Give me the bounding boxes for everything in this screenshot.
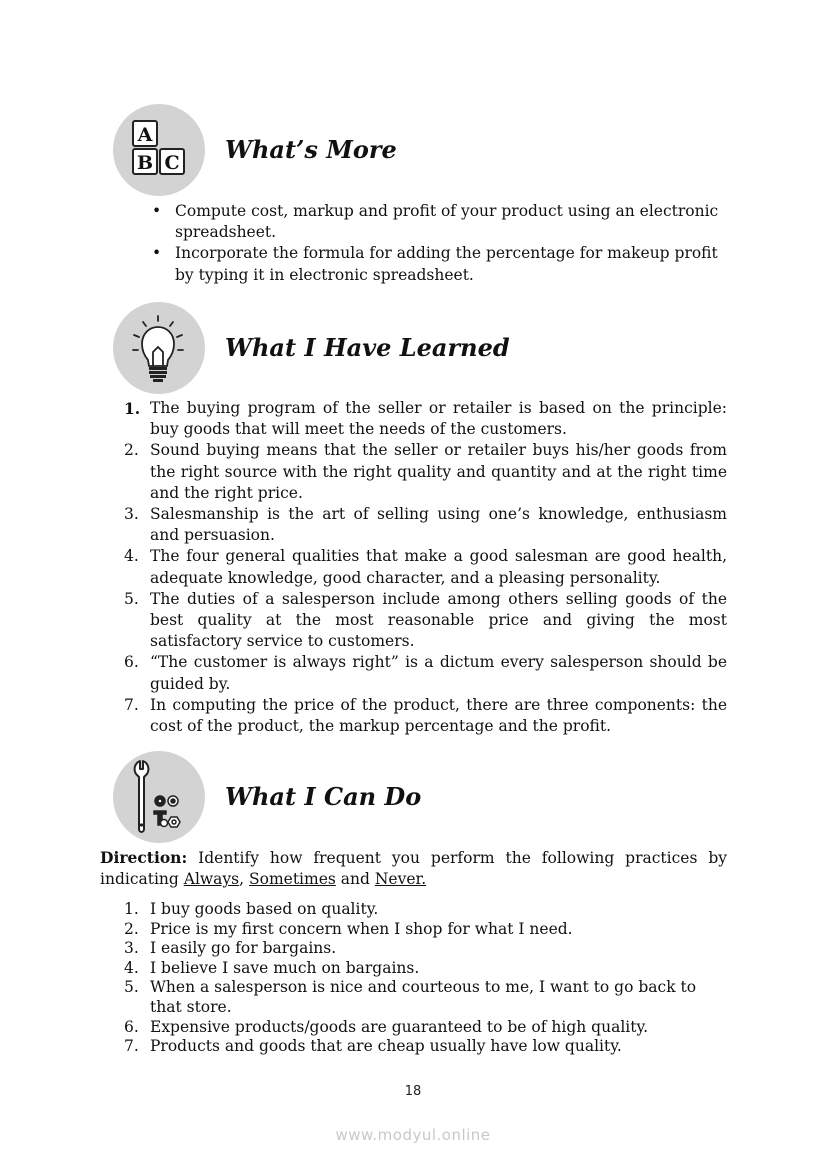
list-item [124,695,727,737]
list-item [150,201,727,243]
list-item [124,900,727,920]
list-item-text: The buying program of the seller or retailer is based on the principle: buy goods that will meet the needs of the customers. [150,399,727,439]
list-item-text: I believe I save much on bargains. [150,958,420,977]
block-letter-b: B [136,152,154,174]
list-item-number: 3. [124,939,139,958]
list-item-text: The four general qualities that make a good salesman are good health, adequate knowledge, good character, and a pleasing personality. [150,547,727,587]
list-item-text: Sound buying means that the seller or retailer buys his/her goods from the right source with the right quality and quantity and at the right time and the right price. [150,441,727,502]
list-item-number: 2. [124,441,139,460]
list-item-number: 1. [124,399,141,418]
list-item-text: When a salesperson is nice and courteous to me, I want to go back to that store. [150,978,697,1016]
list-item [124,1037,727,1057]
list-item [124,440,727,504]
abc-blocks-icon [113,104,205,196]
page-number: 18 [404,1084,422,1099]
list-item-text: In computing the price of the product, there are three components: the cost of the product, the markup percentage and the profit. [150,695,727,736]
list-item-text: I buy goods based on quality. [150,900,379,918]
option-separator: and [335,870,375,889]
list-item-text: Salesmanship is the art of selling using one’s knowledge, enthusiasm and persuasion. [150,505,727,545]
what-i-can-do-heading: What I Can Do [225,782,422,811]
list-item-text: Incorporate the formula for adding the percentage for makeup profit by typing it in electronic spreadsheet. [175,244,718,284]
list-item-text: Products and goods that are cheap usually have low quality. [150,1037,622,1056]
list-item [124,504,727,546]
list-item [124,978,727,1017]
direction-text: Identify how frequent you perform the following practices by indicating [100,849,727,889]
list-item [124,959,727,979]
list-item [124,398,727,440]
practices-list [124,900,727,1057]
list-item-number: 5. [124,589,139,608]
whats-more-heading: What’s More [225,135,397,164]
list-item [124,920,727,940]
list-item-text: I easily go for bargains. [150,939,337,958]
list-item-number: 1. [124,900,139,918]
whats-more-list [150,201,727,286]
list-item-number: 3. [124,505,139,524]
list-item-text: The duties of a salesperson include among others selling goods of the best quality at the most reasonable price and giving the most satisfactory service to customers. [150,589,727,651]
list-item-text: Price is my first concern when I shop for what I need. [150,919,573,938]
list-item-number: 4. [124,958,139,977]
option-sometimes: Sometimes [249,870,336,889]
direction-label: Direction: [100,848,188,867]
list-item-text: Expensive products/goods are guaranteed to be of high quality. [150,1017,649,1036]
bullet-icon: • [152,202,162,220]
list-item-text: Compute cost, markup and profit of your product using an electronic spreadsheet. [175,202,719,242]
list-item-text: “The customer is always right” is a dictum every salesperson should be guided by. [150,653,727,693]
list-item-number: 6. [124,1017,139,1036]
lightbulb-icon [113,302,205,394]
list-item-number: 7. [124,695,139,714]
list-item [124,589,727,653]
list-item [124,652,727,694]
option-separator: , [239,870,249,889]
list-item [124,1018,727,1038]
block-letter-a: A [137,124,153,146]
list-item-number: 4. [124,547,139,566]
direction-paragraph [100,847,727,890]
bullet-icon: • [152,244,162,263]
list-item-number: 6. [124,653,139,672]
what-i-have-learned-heading: What I Have Learned [225,333,510,362]
tools-icon [113,751,205,843]
list-item [124,939,727,959]
option-always: Always [183,870,240,889]
list-item-number: 7. [124,1037,139,1056]
list-item-number: 2. [124,919,139,938]
learned-list [124,398,727,737]
list-item [124,546,727,588]
block-letter-c: C [164,152,180,174]
list-item-number: 5. [124,978,139,997]
list-item [150,243,727,285]
option-never: Never. [374,870,427,889]
watermark: www.modyul.online [335,1126,491,1144]
